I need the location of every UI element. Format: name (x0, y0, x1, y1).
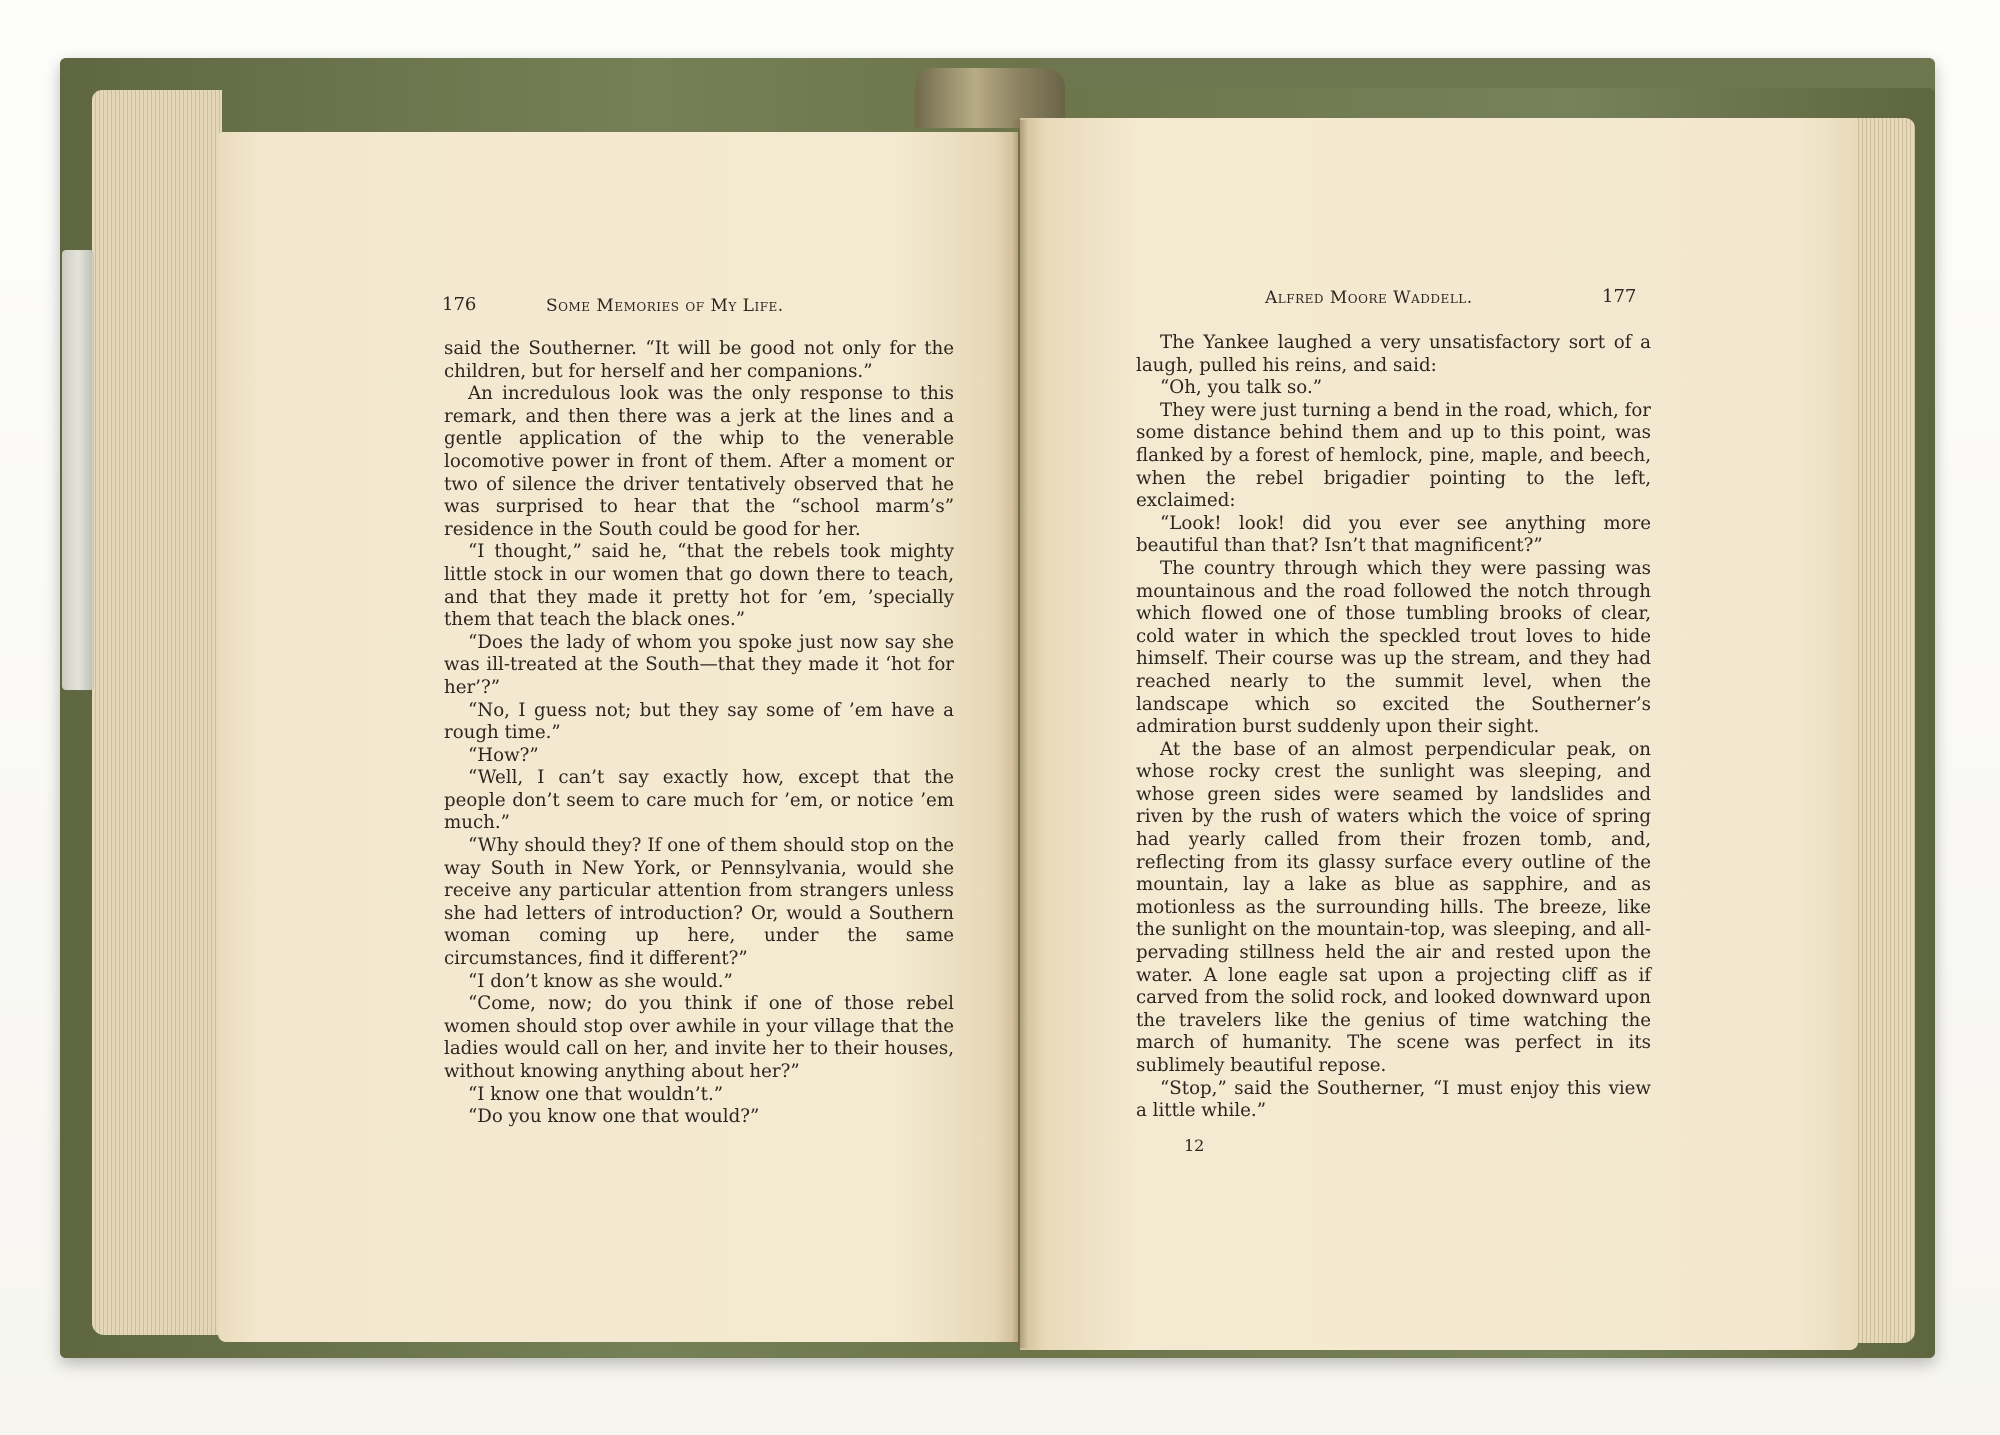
paragraph: “Well, I can’t say exactly how, except that the people don’t seem to care much for ’em, or notice ’em much.” (444, 767, 954, 834)
page-number-right: 177 (1602, 286, 1637, 307)
right-page (1020, 118, 1858, 1350)
paragraph: “Stop,” said the Southerner, “I must enjoy this view a little while.” (1136, 1077, 1651, 1122)
paragraph: said the Southerner. “It will be good not only for the children, but for herself and her companions.” (444, 338, 954, 382)
paragraph: “Look! look! did you ever see anything more beautiful than that? Isn’t that magnificent?” (1136, 512, 1651, 557)
running-head-left: Some Memories of My Life. (546, 296, 784, 316)
page-number-left: 176 (442, 294, 477, 315)
page-block-left (92, 90, 222, 1335)
paragraph: “I thought,” said he, “that the rebels took mighty little stock in our women that go down there to teach, and that they made it pretty hot for ’em, ’specially them that teach the black ones.” (444, 541, 954, 631)
paragraph: The Yankee laughed a very unsatisfactory sort of a laugh, pulled his reins, and said: (1136, 332, 1651, 376)
left-page (218, 132, 1018, 1342)
paragraph: An incredulous look was the only response to this remark, and then there was a jerk at the lines and a gentle application of the whip to the venerable locomotive power in front of them. After a moment or two of silence the driver tentatively observed that he was surprised to hear that the “school marm’s” residence in the South could be good for her. (444, 383, 954, 540)
paragraph: “Oh, you talk so.” (1160, 377, 1323, 399)
left-page-text (444, 338, 954, 1129)
paragraph: “Does the lady of whom you spoke just now say she was ill-treated at the South—that they made it ‘hot for her’?” (444, 631, 954, 698)
book-gutter (1012, 120, 1028, 1348)
paragraph: “I don’t know as she would.” (468, 970, 733, 992)
paragraph: “I know one that wouldn’t.” (468, 1083, 724, 1105)
paragraph: At the base of an almost perpendicular peak, on whose rocky crest the sunlight was sleeping, and whose green sides were seamed by landslides and riven by the rush of waters which the voice of spring had yearly called from their frozen tomb, and, reflecting from its glassy surface every outline of the mountain, lay a lake as blue as sapphire, and as motionless as the surrounding hills. The breeze, like the sunlight on the mountain-top, was sleeping, and all-pervading stillness held the air and rested upon the water. A lone eagle sat upon a projecting cliff as if carved from the solid rock, and looked downward upon the travelers like the genius of time watching the march of humanity. The scene was perfect in its sublimely beautiful repose. (1136, 738, 1651, 1076)
paragraph: “No, I guess not; but they say some of ’em have a rough time.” (444, 699, 954, 744)
running-head-right: Alfred Moore Waddell. (1265, 288, 1473, 308)
paragraph: “Why should they? If one of them should stop on the way South in New York, or Pennsylvania, would she receive any particular attention from strangers unless she had letters of introduction? Or, would a Southern woman coming up here, under the same circumstances, find it different?” (444, 835, 954, 970)
page-block-right (1855, 118, 1915, 1343)
paragraph: They were just turning a bend in the road, which, for some distance behind them and up to this point, was flanked by a forest of hemlock, pine, maple, and beech, when the rebel brigadier pointing to the left, exclaimed: (1136, 399, 1651, 512)
signature-mark: 12 (1184, 1136, 1205, 1155)
paragraph: The country through which they were passing was mountainous and the road followed the notch through which flowed one of those tumbling brooks of clear, cold water in which the speckled trout loves to hide himself. Their course was up the stream, and they had reached nearly to the summit level, when the landscape which so excited the Southerner’s admiration burst suddenly upon their sight. (1136, 557, 1651, 738)
paragraph: “Come, now; do you think if one of those rebel women should stop over awhile in your village that the ladies would call on her, and invite her to their houses, without knowing anything about her?” (444, 993, 954, 1082)
paragraph: “How?” (468, 744, 539, 766)
right-page-text (1136, 332, 1651, 1123)
paragraph: “Do you know one that would?” (468, 1106, 760, 1128)
paper-tab (62, 250, 94, 690)
